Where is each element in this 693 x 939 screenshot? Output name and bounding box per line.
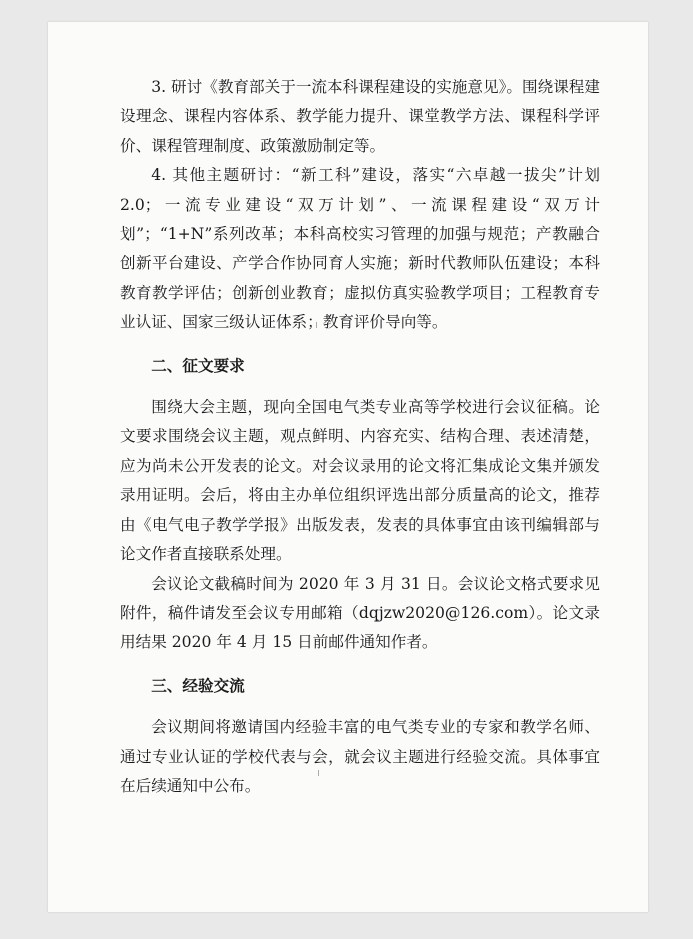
document-body	[120, 73, 600, 801]
topic-4-paragraph: 4. 其他主题研讨：“新工科”建设，落实“六卓越一拔尖”计划 2.0；一流专业建设“双万计划”、一流课程建设“双万计划”；“1+N”系列改革；本科高校实习管理的加强与规范；产教融合创新平台建设、产学合作协同育人实施；新时代教师队伍建设；本科教育教学评估；创新创业教育；虚拟仿真实验教学项目；工程教育专业认证、国家三级认证体系；教育评价导向等。	[120, 166, 600, 332]
section-heading-exchange: 三、经验交流	[151, 676, 245, 695]
submission-deadline-paragraph: 会议论文截稿时间为 2020 年 3 月 31 日。会议论文格式要求见附件，稿件请发至会议专用邮箱（dqjzw2020@126.com）。论文录用结果 2020 年 4 月 15 日前邮件通知作者。	[120, 574, 600, 652]
experience-exchange-paragraph: 会议期间将邀请国内经验丰富的电气类专业的专家和教学名师、通过专业认证的学校代表与会，就会议主题进行经验交流。具体事宜在后续通知中公布。	[120, 718, 600, 795]
section-heading-submission: 二、征文要求	[151, 356, 245, 375]
topic-3-paragraph: 3. 研讨《教育部关于一流本科课程建设的实施意见》。围绕课程建设理念、课程内容体系、教学能力提升、课堂教学方法、课程科学评价、课程管理制度、政策激励制定等。	[120, 78, 600, 155]
submission-requirements-paragraph: 围绕大会主题，现向全国电气类专业高等学校进行会议征稿。论文要求围绕会议主题，观点鲜明、内容充实、结构合理、表述清楚，应为尚未公开发表的论文。对会议录用的论文将汇集成论文集并颁发录用证明。会后，将由主办单位组织评选出部分质量高的论文，推荐由《电气电子教学学报》出版发表，发表的具体事宜由该刊编辑部与论文作者直接联系处理。	[120, 398, 600, 564]
